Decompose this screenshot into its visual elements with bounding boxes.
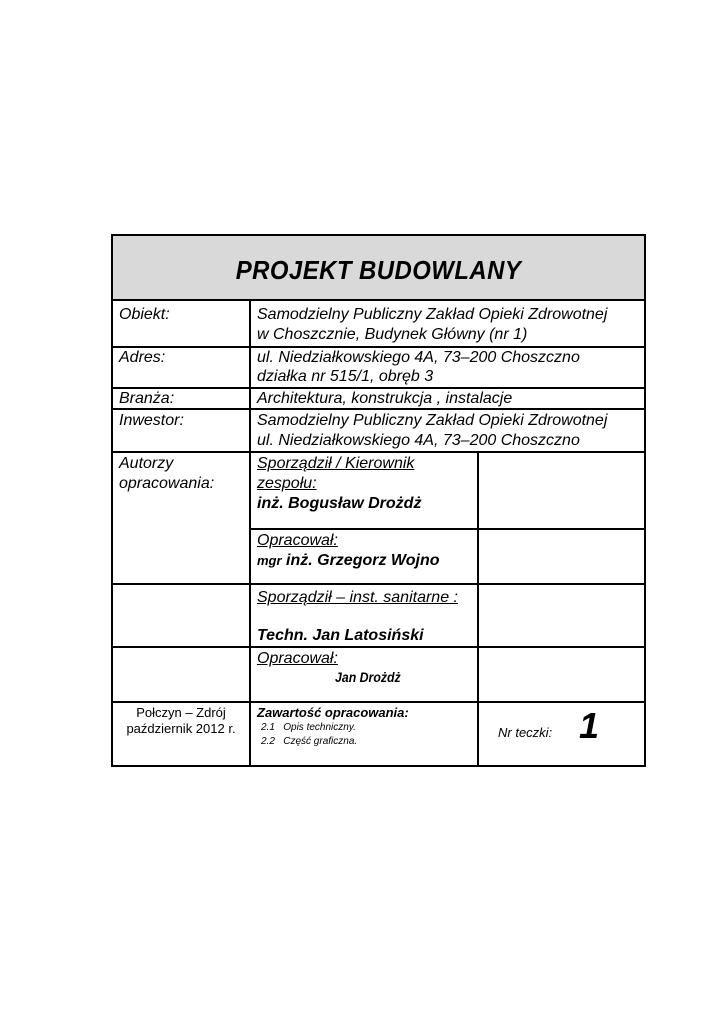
contents-item-2 <box>261 735 357 749</box>
column-divider <box>249 299 251 765</box>
obiekt-line2: w Choszcznie, Budynek Główny (nr 1) <box>257 326 528 343</box>
author4-role: Opracował: <box>257 650 338 667</box>
inwestor-line1: Samodzielny Publiczny Zakład Opieki Zdrowotnej <box>257 412 608 429</box>
author1-name: inż. Bogusław Drożdż <box>257 495 422 512</box>
author1-role-line2: zespołu: <box>257 475 317 492</box>
contents-item-2-text: Część graficzna. <box>283 736 358 747</box>
contents-item-2-num: 2.2 <box>261 736 275 747</box>
obiekt-line1: Samodzielny Publiczny Zakład Opieki Zdrowotnej <box>257 306 608 323</box>
author1-role-line1: Sporządził / Kierownik <box>257 455 415 472</box>
authors-label-line2: opracowania: <box>119 475 215 492</box>
divider <box>113 299 644 301</box>
page-title: PROJEKT BUDOWLANY <box>235 255 522 285</box>
contents-item-1-text: Opis techniczny. <box>283 722 356 733</box>
author2-role: Opracował: <box>257 532 338 549</box>
inwestor-line2: ul. Niedziałkowskiego 4A, 73–200 Choszczno <box>257 432 580 449</box>
author3-name: Techn. Jan Latosiński <box>257 627 424 644</box>
author2-prefix: mgr <box>257 553 282 568</box>
adres-line1: ul. Niedziałkowskiego 4A, 73–200 Choszczno <box>257 349 580 366</box>
author2-name-line <box>257 551 440 571</box>
obiekt-label: Obiekt: <box>119 306 170 323</box>
adres-line2: działka nr 515/1, obręb 3 <box>257 368 434 385</box>
divider <box>113 583 644 585</box>
folder-label: Nr teczki: <box>498 725 553 740</box>
divider <box>250 528 644 530</box>
branza-label: Branża: <box>119 390 175 407</box>
branza-line1: Architektura, konstrukcja , instalacje <box>257 390 513 407</box>
contents-label: Zawartość opracowania: <box>257 705 409 720</box>
folder-number: 1 <box>579 705 600 746</box>
adres-label: Adres: <box>119 349 166 366</box>
date: październik 2012 r. <box>126 721 236 736</box>
contents-item-1-num: 2.1 <box>261 722 275 733</box>
column-divider <box>477 451 479 765</box>
contents-item-1 <box>261 721 356 735</box>
title-block <box>111 234 646 767</box>
author3-role: Sporządził – inst. sanitarne : <box>257 589 458 606</box>
authors-label-line1: Autorzy <box>119 455 174 472</box>
author2-name: inż. Grzegorz Wojno <box>286 552 440 569</box>
author4-name: Jan Drożdż <box>335 669 401 685</box>
divider <box>113 451 644 453</box>
divider <box>113 646 644 648</box>
place: Połczyn – Zdrój <box>136 705 226 720</box>
divider <box>113 701 644 703</box>
inwestor-label: Inwestor: <box>119 412 184 429</box>
